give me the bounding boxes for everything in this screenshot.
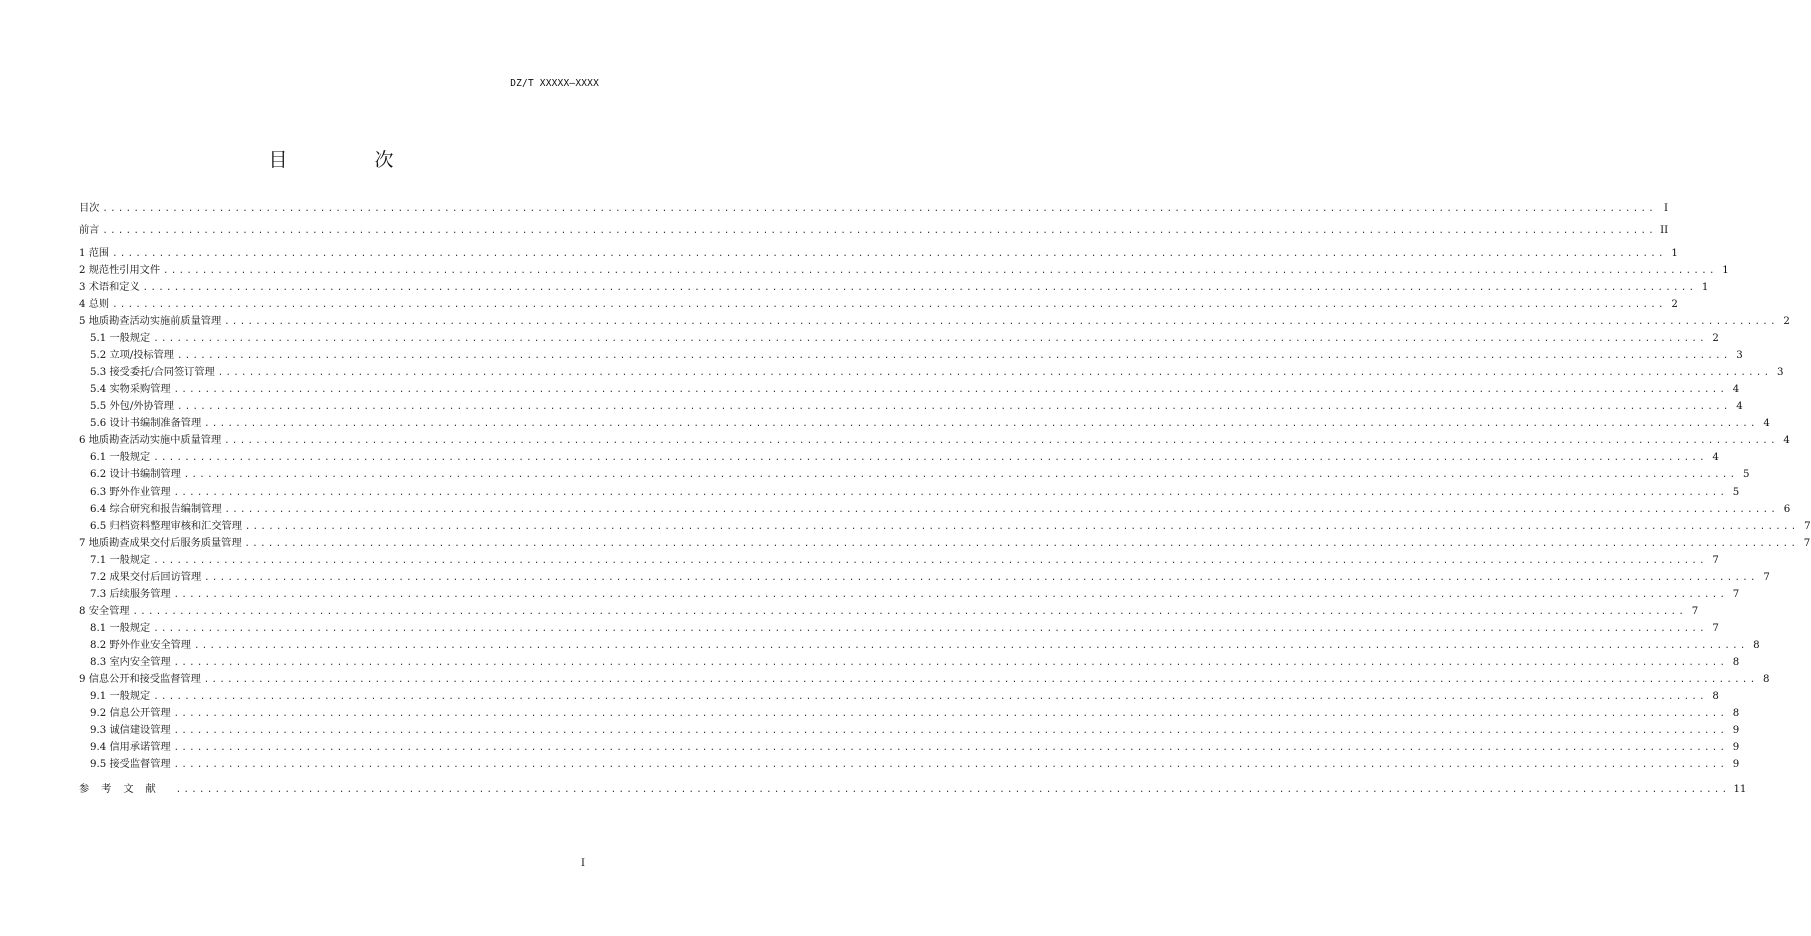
toc-entry[interactable] <box>79 277 1709 294</box>
toc-entry-page: 1 <box>1701 282 1709 293</box>
toc-entry[interactable] <box>79 720 1740 737</box>
toc-dot-leader: ........................................................................................................................................................................................................ <box>224 436 1778 447</box>
toc-entry-label: 6.3 野外作业管理 <box>90 486 171 498</box>
toc-dot-leader: ........................................................................................................................................................................................................ <box>173 589 1728 600</box>
toc-dot-leader: ........................................................................................................................................................................................................ <box>153 555 1707 566</box>
toc-dot-leader: ........................................................................................................................................................................................................ <box>132 606 1687 617</box>
toc-entry[interactable] <box>79 635 1760 652</box>
toc-dot-leader: ........................................................................................................................................................................................................ <box>204 419 1758 430</box>
toc-entry-page: 4 <box>1763 418 1770 430</box>
toc-dot-leader: ........................................................................................................................................................................................................ <box>173 760 1728 771</box>
toc-entry-label: 9.1 一般规定 <box>90 691 151 703</box>
toc-entry-page: 7 <box>1691 605 1699 617</box>
toc-entry[interactable] <box>79 447 1719 464</box>
toc-entry-page: 8 <box>1732 657 1740 668</box>
toc-entry[interactable] <box>79 584 1740 601</box>
toc-entry-page: 3 <box>1776 367 1784 379</box>
toc-entry-label: 6 地质勘查活动实施中质量管理 <box>79 435 222 447</box>
toc-dot-leader: ........................................................................................................................................................................................................ <box>224 504 1779 515</box>
toc-entry-label: 5.4 实物采购管理 <box>90 384 171 396</box>
toc-entry-page: 2 <box>1712 333 1719 345</box>
toc-entry-label: 7.3 后续服务管理 <box>90 588 171 600</box>
toc-dot-leader: ........................................................................................................................................................................................................ <box>203 675 1758 686</box>
toc-entry-label: 9.5 接受监督管理 <box>90 759 171 771</box>
toc-entry-label: 7.1 一般规定 <box>90 554 151 566</box>
toc-dot-leader: ........................................................................................................................................................................................................ <box>244 538 1799 549</box>
toc-entry[interactable] <box>79 413 1770 430</box>
toc-entry-page: 9 <box>1732 759 1740 771</box>
toc-entry-label: 5.2 立项/投标管理 <box>90 350 174 362</box>
toc-entry-page: 4 <box>1783 435 1790 447</box>
toc-dot-leader: ........................................................................................................................................................................................................ <box>102 226 1657 236</box>
toc-entry[interactable] <box>79 703 1740 720</box>
toc-entry-page: 8 <box>1753 639 1760 651</box>
toc-entry-page: 2 <box>1783 316 1790 327</box>
toc-entry[interactable] <box>79 601 1699 618</box>
toc-entry-label: 目次 <box>79 203 100 214</box>
toc-entry-label: 7.2 成果交付后回访管理 <box>90 571 202 583</box>
toc-entry-label: 1 范围 <box>79 248 110 259</box>
toc-entry-page: 5 <box>1742 469 1750 481</box>
toc-entry-label: 4 总则 <box>79 299 110 310</box>
toc-entry-page: 8 <box>1712 691 1719 703</box>
toc-entry-label: 6.1 一般规定 <box>90 452 151 464</box>
toc-entry[interactable] <box>79 345 1743 362</box>
toc-entry-label: 2 规范性引用文件 <box>79 265 161 276</box>
toc-entry-page: 2 <box>1671 299 1678 310</box>
toc-entry[interactable] <box>79 482 1740 499</box>
toc-entry-page: 7 <box>1804 520 1811 532</box>
toc-entry[interactable] <box>79 198 1669 215</box>
toc-entry-label: 7 地质勘查成果交付后服务质量管理 <box>79 537 242 549</box>
toc-dot-leader: ........................................................................................................................................................................................................ <box>112 249 1666 259</box>
toc-entry-page: 7 <box>1763 571 1770 583</box>
toc-dot-leader: ........................................................................................................................................................................................................ <box>183 470 1738 481</box>
toc-entry-label: 参考文献 <box>79 784 168 796</box>
toc-entry-page: 3 <box>1736 350 1743 362</box>
toc-entry-page: 4 <box>1736 401 1743 413</box>
toc-entry-page: 4 <box>1712 452 1719 464</box>
toc-entry[interactable] <box>79 396 1743 413</box>
toc-entry-label: 8 安全管理 <box>79 605 130 617</box>
toc-dot-leader: ........................................................................................................................................................................................................ <box>102 204 1657 214</box>
toc-entry[interactable] <box>79 779 1747 796</box>
toc-entry[interactable] <box>79 311 1790 328</box>
toc-entry-label: 6.2 设计书编制管理 <box>90 469 181 481</box>
toc-entry-label: 5.1 一般规定 <box>90 333 151 345</box>
toc-entry-label: 5.6 设计书编制准备管理 <box>90 418 202 430</box>
toc-entry-page: 7 <box>1712 554 1719 566</box>
toc-entry[interactable] <box>79 362 1784 379</box>
toc-dot-leader: ........................................................................................................................................................................................................ <box>173 726 1728 737</box>
toc-entry-label: 6.5 归档资料整理审核和汇交管理 <box>90 520 242 532</box>
toc-dot-leader: ........................................................................................................................................................................................................ <box>244 521 1799 532</box>
toc-dot-leader: ........................................................................................................................................................................................................ <box>153 692 1707 703</box>
toc-entry[interactable] <box>79 567 1770 584</box>
toc-entry-page: II <box>1660 225 1669 236</box>
toc-entry[interactable] <box>79 550 1719 567</box>
toc-entry-page: I <box>1664 203 1669 214</box>
toc-entry[interactable] <box>79 430 1790 447</box>
toc-entry[interactable] <box>79 516 1811 533</box>
toc-dot-leader: ........................................................................................................................................................................................................ <box>163 266 1717 276</box>
toc-entry-label: 6.4 综合研究和报告编制管理 <box>90 503 222 515</box>
toc-entry[interactable] <box>79 328 1719 345</box>
toc-dot-leader: ........................................................................................................................................................................................................ <box>173 487 1728 498</box>
toc-dot-leader: ........................................................................................................................................................................................................ <box>175 785 1730 796</box>
toc-dot-leader: ........................................................................................................................................................................................................ <box>153 334 1707 345</box>
toc-entry[interactable] <box>79 499 1791 516</box>
toc-entry-page: 7 <box>1803 537 1811 549</box>
toc-entry[interactable] <box>79 669 1770 686</box>
toc-entry-label: 前言 <box>79 225 100 236</box>
toc-entry-label: 9.2 信息公开管理 <box>90 708 171 720</box>
toc-entry[interactable] <box>79 652 1740 669</box>
toc-entry-label: 3 术语和定义 <box>79 282 140 293</box>
toc-dot-leader: ........................................................................................................................................................................................................ <box>153 623 1707 634</box>
toc-entry-page: 11 <box>1733 784 1747 796</box>
toc-dot-leader: ........................................................................................................................................................................................................ <box>217 368 1772 379</box>
toc-entry[interactable] <box>79 533 1811 550</box>
toc-entry-label: 5.5 外包/外协管理 <box>90 401 174 413</box>
toc-entry-label: 8.3 室内安全管理 <box>90 657 171 668</box>
toc-dot-leader: ........................................................................................................................................................................................................ <box>173 743 1728 754</box>
toc-dot-leader: ........................................................................................................................................................................................................ <box>173 385 1728 396</box>
toc-entry[interactable] <box>79 464 1750 481</box>
toc-entry-page: 7 <box>1712 622 1719 634</box>
toc-entry[interactable] <box>79 618 1719 635</box>
toc-entry-label: 5.3 接受委托/合同签订管理 <box>90 367 215 379</box>
toc-entry-page: 8 <box>1732 708 1740 720</box>
toc-dot-leader: ........................................................................................................................................................................................................ <box>112 300 1666 310</box>
toc-dot-leader: ........................................................................................................................................................................................................ <box>177 351 1731 362</box>
toc-entry-page: 6 <box>1783 503 1791 515</box>
toc-entry-label: 5 地质勘查活动实施前质量管理 <box>79 316 222 327</box>
toc-entry-page: 8 <box>1763 674 1770 686</box>
toc-dot-leader: ........................................................................................................................................................................................................ <box>153 453 1707 464</box>
toc-title: 目 次 <box>268 149 428 171</box>
toc-entry-label: 9.3 诚信建设管理 <box>90 725 171 737</box>
toc-entry-page: 5 <box>1732 486 1740 498</box>
toc-dot-leader: ........................................................................................................................................................................................................ <box>224 317 1778 327</box>
toc-entry[interactable] <box>79 243 1678 260</box>
toc-entry[interactable] <box>79 220 1669 237</box>
toc-entry-label: 8.2 野外作业安全管理 <box>90 639 191 651</box>
toc-dot-leader: ........................................................................................................................................................................................................ <box>142 283 1697 293</box>
document-code: DZ/T XXXXX—XXXX <box>510 78 599 89</box>
toc-dot-leader: ........................................................................................................................................................................................................ <box>193 640 1748 651</box>
toc-dot-leader: ........................................................................................................................................................................................................ <box>173 658 1728 668</box>
toc-entry-page: 7 <box>1732 588 1740 600</box>
toc-entry-page: 4 <box>1732 384 1740 396</box>
toc-dot-leader: ........................................................................................................................................................................................................ <box>177 402 1731 413</box>
footer-page-number: I <box>581 858 585 869</box>
toc-entry[interactable] <box>79 686 1719 703</box>
toc-entry[interactable] <box>79 754 1740 771</box>
toc-entry-page: 1 <box>1722 265 1729 276</box>
toc-entry-label: 8.1 一般规定 <box>90 622 151 634</box>
toc-entry-label: 9 信息公开和接受监督管理 <box>79 674 201 686</box>
toc-entry-label: 9.4 信用承诺管理 <box>90 742 171 754</box>
toc-entry[interactable] <box>79 294 1678 311</box>
toc-entry-page: 9 <box>1732 725 1740 737</box>
toc-entry[interactable] <box>79 260 1729 277</box>
toc-dot-leader: ........................................................................................................................................................................................................ <box>173 709 1728 720</box>
toc-entry-page: 1 <box>1671 248 1678 259</box>
toc-entry[interactable] <box>79 379 1740 396</box>
toc-entry[interactable] <box>79 737 1740 754</box>
toc-dot-leader: ........................................................................................................................................................................................................ <box>204 572 1758 583</box>
toc-entry-page: 9 <box>1732 742 1740 754</box>
